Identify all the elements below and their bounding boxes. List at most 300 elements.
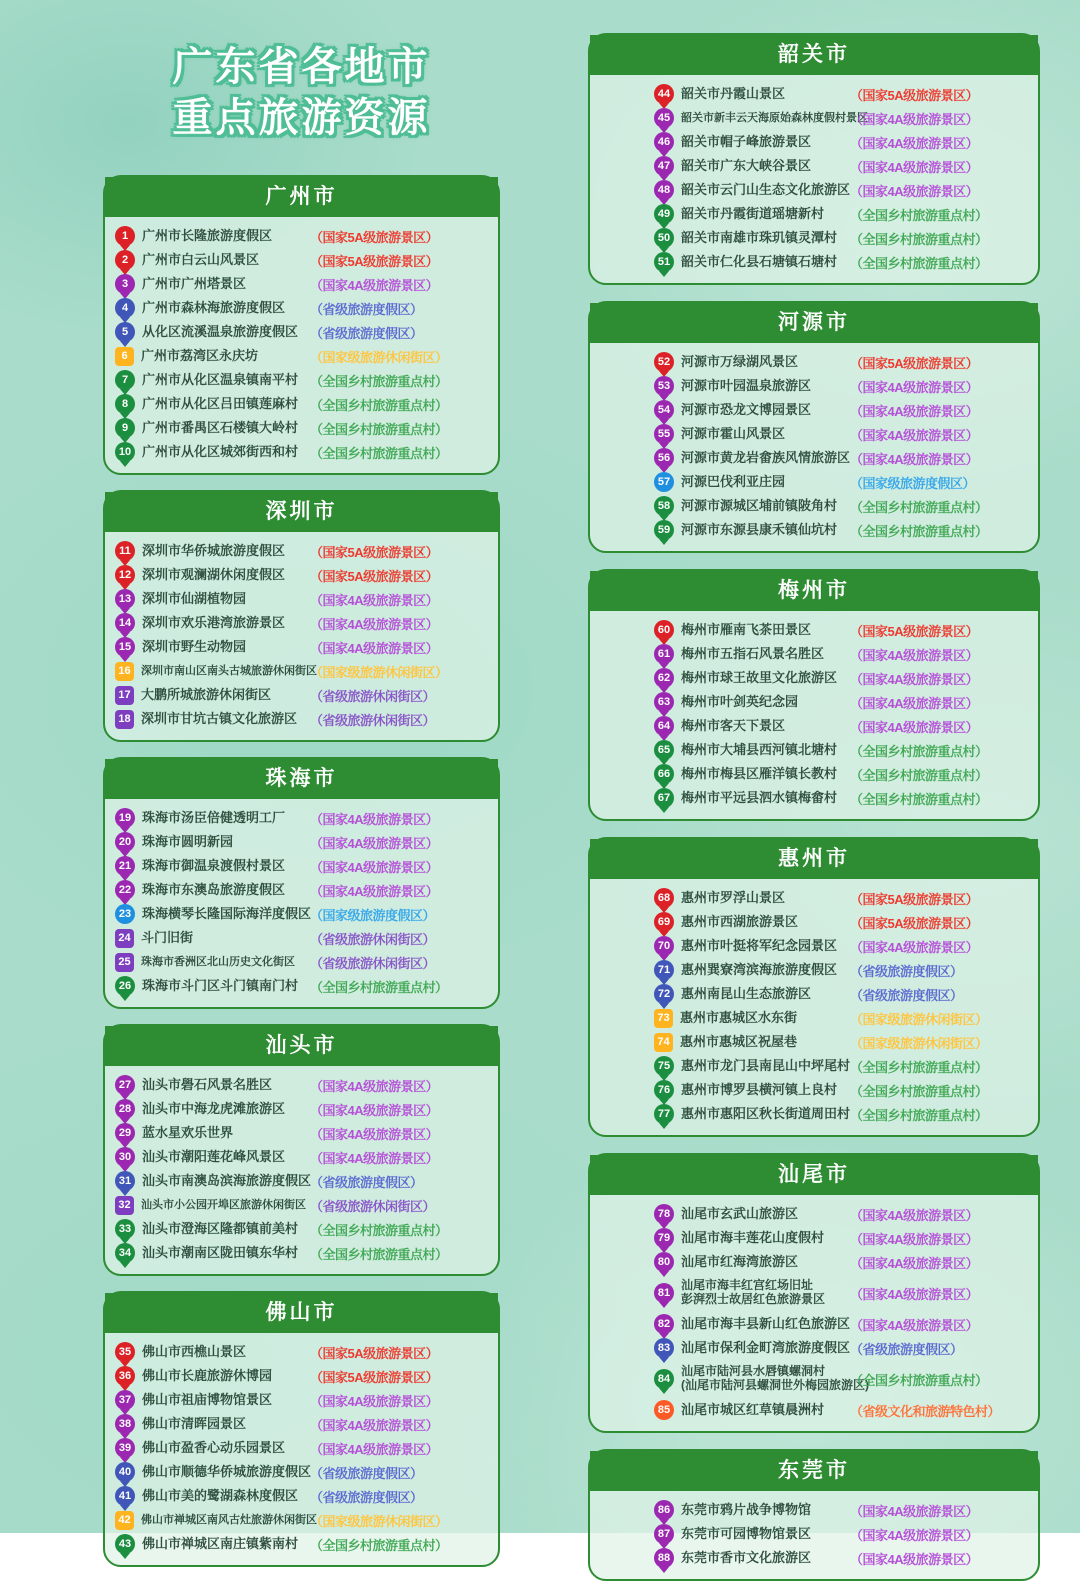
numbered-pin-badge: 69 [654, 912, 674, 932]
category-tag: （国家4A级旅游景区） [310, 616, 439, 632]
attraction-name: 惠州巽寮湾滨海旅游度假区 [681, 961, 838, 977]
category-tag: （省级旅游度假区） [850, 963, 963, 979]
city-card-body [105, 532, 498, 740]
list-item [115, 1460, 494, 1484]
category-tag: （国家4A级旅游景区） [310, 1393, 439, 1409]
numbered-pin-badge: 58 [654, 496, 674, 516]
numbered-pin-badge: 13 [115, 589, 135, 609]
poster-title-line2: 重点旅游资源 [172, 96, 431, 141]
list-item [654, 1336, 1034, 1360]
category-tag: （国家4A级旅游景区） [310, 859, 439, 875]
list-item [115, 902, 494, 926]
category-tag: （国家4A级旅游景区） [850, 183, 979, 199]
category-tag: （国家5A级旅游景区） [850, 355, 979, 371]
list-item [654, 1398, 1034, 1422]
category-tag: （全国乡村旅游重点村） [310, 421, 448, 437]
attraction-name: 佛山市禅城区南庄镇紫南村 [142, 1535, 299, 1551]
category-tag: （国家4A级旅游景区） [850, 451, 979, 467]
city-header-珠海市: 珠海市 [105, 759, 498, 799]
numbered-pin-badge: 63 [654, 692, 674, 712]
numbered-pin-badge: 59 [654, 520, 674, 540]
list-item [654, 1006, 1034, 1030]
attraction-name: 佛山市祖庙博物馆景区 [142, 1391, 273, 1407]
list-item [654, 82, 1034, 106]
numbered-pin-badge: 28 [115, 1099, 135, 1119]
list-item [654, 106, 1034, 130]
attraction-name: 惠州市叶挺将军纪念园景区 [681, 937, 838, 953]
list-item [654, 350, 1034, 374]
numbered-pin-badge: 44 [654, 84, 674, 104]
numbered-pin-badge: 73 [654, 1009, 673, 1028]
category-tag: （国家5A级旅游景区） [310, 544, 439, 560]
numbered-pin-badge: 34 [115, 1243, 135, 1263]
city-card-body [590, 879, 1038, 1135]
category-tag: （国家4A级旅游景区） [310, 592, 439, 608]
numbered-pin-badge: 36 [115, 1366, 135, 1386]
list-item [115, 1412, 494, 1436]
list-item [654, 666, 1034, 690]
category-tag: （国家5A级旅游景区） [310, 1345, 439, 1361]
city-card [103, 757, 500, 1009]
city-card [588, 33, 1040, 285]
category-tag: （国家4A级旅游景区） [850, 1527, 979, 1543]
left-column [103, 36, 500, 1567]
list-item [115, 974, 494, 998]
attraction-name: 佛山市长鹿旅游休博园 [142, 1367, 273, 1383]
city-header-惠州市: 惠州市 [590, 839, 1038, 879]
attraction-name: 广州市广州塔景区 [142, 275, 247, 291]
list-item [654, 618, 1034, 642]
numbered-pin-badge: 1 [115, 226, 135, 246]
city-header-梅州市: 梅州市 [590, 571, 1038, 611]
numbered-pin-badge: 46 [654, 132, 674, 152]
city-card [103, 1024, 500, 1276]
list-item [115, 416, 494, 440]
attraction-name: 惠州市惠阳区秋长街道周田村 [681, 1105, 851, 1121]
numbered-pin-badge: 60 [654, 620, 674, 640]
category-tag: （国家4A级旅游景区） [310, 1102, 439, 1118]
attraction-name: 韶关市帽子峰旅游景区 [681, 133, 812, 149]
category-tag: （国家5A级旅游景区） [310, 568, 439, 584]
list-item [654, 1274, 1034, 1312]
list-item [654, 1360, 1034, 1398]
category-tag: （全国乡村旅游重点村） [850, 255, 988, 271]
attraction-name: 河源市源城区埔前镇陂角村 [681, 497, 838, 513]
attraction-name: 佛山市西樵山景区 [142, 1343, 247, 1359]
city-card [103, 490, 500, 742]
list-item [115, 539, 494, 563]
numbered-pin-badge: 37 [115, 1390, 135, 1410]
list-item [115, 563, 494, 587]
list-item [654, 886, 1034, 910]
category-tag: （全国乡村旅游重点村） [850, 1107, 988, 1123]
list-item [115, 1073, 494, 1097]
left-column-sections [103, 175, 500, 1567]
attraction-name: 汕头市潮阳莲花峰风景区 [142, 1148, 286, 1164]
category-tag: （国家4A级旅游景区） [850, 695, 979, 711]
category-tag: （国家4A级旅游景区） [310, 1078, 439, 1094]
numbered-pin-badge: 19 [115, 808, 135, 828]
numbered-pin-badge: 18 [115, 710, 134, 729]
numbered-pin-badge: 88 [654, 1548, 674, 1568]
attraction-name: 河源市东源县康禾镇仙坑村 [681, 521, 838, 537]
city-card-body [590, 1195, 1038, 1431]
category-tag: （国家4A级旅游景区） [850, 1317, 979, 1333]
list-item [115, 950, 494, 974]
category-tag: （全国乡村旅游重点村） [850, 767, 988, 783]
city-header-深圳市: 深圳市 [105, 492, 498, 532]
attraction-name: 广州市番禺区石楼镇大岭村 [142, 419, 299, 435]
category-tag: （国家5A级旅游景区） [850, 915, 979, 931]
numbered-pin-badge: 56 [654, 448, 674, 468]
numbered-pin-badge: 11 [115, 541, 135, 561]
numbered-pin-badge: 2 [115, 250, 135, 270]
list-item [115, 1364, 494, 1388]
list-item [654, 446, 1034, 470]
attraction-name: 汕尾市陆河县水唇镇螺洞村 (汕尾市陆河县螺洞世外梅园旅游区) [681, 1364, 869, 1392]
numbered-pin-badge: 43 [115, 1534, 135, 1554]
list-item [654, 958, 1034, 982]
category-tag: （全国乡村旅游重点村） [850, 231, 988, 247]
category-tag: （国家4A级旅游景区） [850, 427, 979, 443]
category-tag: （全国乡村旅游重点村） [310, 1246, 448, 1262]
category-tag: （国家4A级旅游景区） [850, 111, 979, 127]
numbered-pin-badge: 14 [115, 613, 135, 633]
list-item [115, 611, 494, 635]
attraction-name: 韶关市广东大峡谷景区 [681, 157, 812, 173]
attraction-name: 河源巴伐利亚庄园 [681, 473, 786, 489]
category-tag: （国家5A级旅游景区） [310, 229, 439, 245]
numbered-pin-badge: 67 [654, 788, 674, 808]
numbered-pin-badge: 24 [115, 929, 134, 948]
list-item [654, 910, 1034, 934]
category-tag: （省级旅游度假区） [310, 325, 423, 341]
attraction-name: 广州市从化区吕田镇莲麻村 [142, 395, 299, 411]
list-item [115, 1532, 494, 1556]
category-tag: （国家5A级旅游景区） [310, 253, 439, 269]
city-card [588, 1153, 1040, 1433]
attraction-name: 河源市恐龙文博园景区 [681, 401, 812, 417]
category-tag: （国家5A级旅游景区） [850, 87, 979, 103]
attraction-name: 惠州市龙门县南昆山中坪尾村 [681, 1057, 851, 1073]
list-item [115, 926, 494, 950]
city-card-body [105, 217, 498, 473]
list-item [654, 130, 1034, 154]
category-tag: （全国乡村旅游重点村） [310, 445, 448, 461]
city-card [103, 175, 500, 475]
category-tag: （全国乡村旅游重点村） [310, 1222, 448, 1238]
numbered-pin-badge: 74 [654, 1033, 673, 1052]
list-item [654, 1226, 1034, 1250]
attraction-name: 广州市从化区城郊街西和村 [142, 443, 299, 459]
attraction-name: 汕头市礐石风景名胜区 [142, 1076, 273, 1092]
category-tag: （国家4A级旅游景区） [310, 1417, 439, 1433]
numbered-pin-badge: 70 [654, 936, 674, 956]
category-tag: （国家4A级旅游景区） [850, 939, 979, 955]
numbered-pin-badge: 35 [115, 1342, 135, 1362]
category-tag: （省级旅游度假区） [310, 301, 423, 317]
numbered-pin-badge: 10 [115, 442, 135, 462]
numbered-pin-badge: 57 [654, 472, 674, 492]
category-tag: （全国乡村旅游重点村） [310, 397, 448, 413]
list-item [115, 635, 494, 659]
numbered-pin-badge: 38 [115, 1414, 135, 1434]
category-tag: （全国乡村旅游重点村） [850, 207, 988, 223]
list-item [654, 786, 1034, 810]
attraction-name: 深圳市甘坑古镇文化旅游区 [141, 710, 298, 726]
city-header-韶关市: 韶关市 [590, 35, 1038, 75]
category-tag: （国家4A级旅游景区） [850, 1503, 979, 1519]
attraction-name: 广州市白云山风景区 [142, 251, 260, 267]
city-header-汕头市: 汕头市 [105, 1026, 498, 1066]
numbered-pin-badge: 65 [654, 740, 674, 760]
attraction-name: 梅州市球王故里文化旅游区 [681, 669, 838, 685]
numbered-pin-badge: 42 [115, 1511, 134, 1530]
attraction-name: 梅州市雁南飞茶田景区 [681, 621, 812, 637]
numbered-pin-badge: 54 [654, 400, 674, 420]
list-item [115, 1241, 494, 1265]
attraction-name: 汕头市澄海区隆都镇前美村 [142, 1220, 299, 1236]
city-header-河源市: 河源市 [590, 303, 1038, 343]
category-tag: （国家4A级旅游景区） [850, 1551, 979, 1567]
numbered-pin-badge: 40 [115, 1462, 135, 1482]
category-tag: （国家级旅游休闲街区） [850, 1011, 988, 1027]
attraction-name: 东莞市可园博物馆景区 [681, 1525, 812, 1541]
category-tag: （国家4A级旅游景区） [850, 403, 979, 419]
attraction-name: 韶关市南雄市珠玑镇灵潭村 [681, 229, 838, 245]
attraction-name: 梅州市五指石风景名胜区 [681, 645, 825, 661]
poster-title [103, 42, 500, 144]
attraction-name: 惠州市西湖旅游景区 [681, 913, 799, 929]
numbered-pin-badge: 15 [115, 637, 135, 657]
attraction-name: 东莞市香市文化旅游区 [681, 1549, 812, 1565]
list-item [115, 683, 494, 707]
list-item [115, 368, 494, 392]
attraction-name: 珠海横琴长隆国际海洋度假区 [142, 905, 312, 921]
numbered-pin-badge: 3 [115, 274, 135, 294]
attraction-name: 东莞市鸦片战争博物馆 [681, 1501, 812, 1517]
category-tag: （国家4A级旅游景区） [850, 1286, 979, 1302]
category-tag: （国家5A级旅游景区） [310, 1369, 439, 1385]
category-tag: （省级旅游休闲街区） [310, 931, 436, 947]
category-tag: （省级旅游休闲街区） [310, 688, 436, 704]
right-column-sections [588, 33, 1040, 1581]
numbered-pin-badge: 80 [654, 1252, 674, 1272]
attraction-name: 深圳市华侨城旅游度假区 [142, 542, 286, 558]
attraction-name: 河源市叶园温泉旅游区 [681, 377, 812, 393]
city-card-body [590, 1491, 1038, 1579]
category-tag: （国家4A级旅游景区） [310, 1126, 439, 1142]
attraction-name: 汕尾市玄武山旅游区 [681, 1205, 799, 1221]
list-item [654, 934, 1034, 958]
attraction-name: 韶关市丹霞山景区 [681, 85, 786, 101]
category-tag: （国家4A级旅游景区） [850, 135, 979, 151]
city-card [103, 1291, 500, 1567]
numbered-pin-badge: 55 [654, 424, 674, 444]
list-item [654, 398, 1034, 422]
attraction-name: 珠海市圆明新园 [142, 833, 234, 849]
attraction-name: 惠州市罗浮山景区 [681, 889, 786, 905]
category-tag: （国家4A级旅游景区） [310, 1441, 439, 1457]
numbered-pin-badge: 41 [115, 1486, 135, 1506]
city-card [588, 569, 1040, 821]
category-tag: （省级文化和旅游特色村） [850, 1403, 1001, 1419]
attraction-name: 佛山市清晖园景区 [142, 1415, 247, 1431]
list-item [115, 1193, 494, 1217]
numbered-pin-badge: 85 [654, 1400, 674, 1420]
category-tag: （国家4A级旅游景区） [850, 1231, 979, 1247]
numbered-pin-badge: 50 [654, 228, 674, 248]
attraction-name: 珠海市御温泉渡假村景区 [142, 857, 286, 873]
attraction-name: 惠州南昆山生态旅游区 [681, 985, 812, 1001]
category-tag: （全国乡村旅游重点村） [310, 1537, 448, 1553]
attraction-name: 广州市荔湾区永庆坊 [141, 347, 259, 363]
list-item [115, 1217, 494, 1241]
numbered-pin-badge: 79 [654, 1228, 674, 1248]
category-tag: （省级旅游度假区） [310, 1465, 423, 1481]
city-card-body [105, 799, 498, 1007]
numbered-pin-badge: 82 [654, 1314, 674, 1334]
numbered-pin-badge: 86 [654, 1500, 674, 1520]
list-item [115, 830, 494, 854]
numbered-pin-badge: 77 [654, 1104, 674, 1124]
list-item [115, 707, 494, 731]
attraction-name: 佛山市美的鹭湖森林度假区 [142, 1487, 299, 1503]
numbered-pin-badge: 52 [654, 352, 674, 372]
numbered-pin-badge: 72 [654, 984, 674, 1004]
numbered-pin-badge: 48 [654, 180, 674, 200]
attraction-name: 佛山市顺德华侨城旅游度假区 [142, 1463, 312, 1479]
attraction-name: 佛山市禅城区南风古灶旅游休闲街区 [141, 1514, 317, 1527]
attraction-name: 汕头市南澳岛滨海旅游度假区 [142, 1172, 312, 1188]
list-item [654, 202, 1034, 226]
list-item [654, 982, 1034, 1006]
category-tag: （全国乡村旅游重点村） [850, 1059, 988, 1075]
category-tag: （国家级旅游休闲街区） [850, 1035, 988, 1051]
numbered-pin-badge: 39 [115, 1438, 135, 1458]
category-tag: （省级旅游度假区） [850, 1341, 963, 1357]
category-tag: （全国乡村旅游重点村） [850, 499, 988, 515]
city-header-广州市: 广州市 [105, 177, 498, 217]
list-item [115, 1097, 494, 1121]
city-card-body [590, 75, 1038, 283]
numbered-pin-badge: 26 [115, 976, 135, 996]
list-item [115, 806, 494, 830]
category-tag: （全国乡村旅游重点村） [850, 1083, 988, 1099]
list-item [654, 1546, 1034, 1570]
attraction-name: 深圳市欢乐港湾旅游景区 [142, 614, 286, 630]
attraction-name: 汕尾市城区红草镇晨洲村 [681, 1401, 825, 1417]
list-item [115, 854, 494, 878]
category-tag: （国家级旅游休闲街区） [310, 664, 448, 680]
attraction-name: 珠海市香洲区北山历史文化街区 [141, 956, 295, 969]
numbered-pin-badge: 17 [115, 686, 134, 705]
list-item [654, 374, 1034, 398]
numbered-pin-badge: 62 [654, 668, 674, 688]
list-item [115, 587, 494, 611]
numbered-pin-badge: 45 [654, 108, 674, 128]
attraction-name: 河源市黄龙岩畲族风情旅游区 [681, 449, 851, 465]
attraction-name: 汕头市中海龙虎滩旅游区 [142, 1100, 286, 1116]
category-tag: （全国乡村旅游重点村） [310, 979, 448, 995]
attraction-name: 深圳市观澜湖休闲度假区 [142, 566, 286, 582]
numbered-pin-badge: 83 [654, 1338, 674, 1358]
category-tag: （省级旅游休闲街区） [310, 1198, 436, 1214]
numbered-pin-badge: 87 [654, 1524, 674, 1544]
list-item [654, 250, 1034, 274]
list-item [654, 1102, 1034, 1126]
right-column [588, 33, 1040, 1581]
attraction-name: 汕头市小公园开埠区旅游休闲街区 [141, 1199, 306, 1212]
attraction-name: 广州市长隆旅游度假区 [142, 227, 273, 243]
category-tag: （国家4A级旅游景区） [850, 719, 979, 735]
category-tag: （国家4A级旅游景区） [850, 647, 979, 663]
city-card-body [105, 1066, 498, 1274]
numbered-pin-badge: 6 [115, 347, 134, 366]
numbered-pin-badge: 27 [115, 1075, 135, 1095]
list-item [115, 344, 494, 368]
city-card-body [590, 343, 1038, 551]
numbered-pin-badge: 76 [654, 1080, 674, 1100]
list-item [115, 272, 494, 296]
list-item [654, 226, 1034, 250]
numbered-pin-badge: 32 [115, 1196, 134, 1215]
list-item [115, 1145, 494, 1169]
attraction-name: 佛山市盈香心动乐园景区 [142, 1439, 286, 1455]
category-tag: （国家4A级旅游景区） [310, 883, 439, 899]
numbered-pin-badge: 49 [654, 204, 674, 224]
list-item [654, 494, 1034, 518]
list-item [654, 1202, 1034, 1226]
numbered-pin-badge: 29 [115, 1123, 135, 1143]
list-item [654, 738, 1034, 762]
list-item [654, 518, 1034, 542]
list-item [654, 1312, 1034, 1336]
category-tag: （国家级旅游休闲街区） [310, 349, 448, 365]
attraction-name: 汕尾市海丰县新山红色旅游区 [681, 1315, 851, 1331]
category-tag: （全国乡村旅游重点村） [850, 791, 988, 807]
list-item [654, 1030, 1034, 1054]
category-tag: （国家4A级旅游景区） [310, 1150, 439, 1166]
attraction-name: 汕尾市海丰红宫红场旧址 彭湃烈士故居红色旅游景区 [681, 1278, 826, 1306]
list-item [115, 1484, 494, 1508]
list-item [115, 1508, 494, 1532]
attraction-name: 韶关市云门山生态文化旅游区 [681, 181, 851, 197]
numbered-pin-badge: 30 [115, 1147, 135, 1167]
numbered-pin-badge: 4 [115, 298, 135, 318]
attraction-name: 珠海市斗门区斗门镇南门村 [142, 977, 299, 993]
city-card-body [105, 1333, 498, 1565]
city-card-body [590, 611, 1038, 819]
list-item [654, 1054, 1034, 1078]
list-item [115, 1121, 494, 1145]
attraction-name: 汕尾市保利金町湾旅游度假区 [681, 1339, 851, 1355]
list-item [115, 392, 494, 416]
category-tag: （国家4A级旅游景区） [310, 835, 439, 851]
list-item [115, 440, 494, 464]
numbered-pin-badge: 22 [115, 880, 135, 900]
category-tag: （省级旅游度假区） [850, 987, 963, 1003]
list-item [654, 1250, 1034, 1274]
list-item [654, 1522, 1034, 1546]
category-tag: （省级旅游度假区） [310, 1489, 423, 1505]
category-tag: （国家4A级旅游景区） [850, 1255, 979, 1271]
category-tag: （国家4A级旅游景区） [850, 159, 979, 175]
attraction-name: 汕头市潮南区陇田镇东华村 [142, 1244, 299, 1260]
attraction-name: 深圳市野生动物园 [142, 638, 247, 654]
attraction-name: 珠海市东澳岛旅游度假区 [142, 881, 286, 897]
attraction-name: 韶关市丹霞街道瑶塘新村 [681, 205, 825, 221]
